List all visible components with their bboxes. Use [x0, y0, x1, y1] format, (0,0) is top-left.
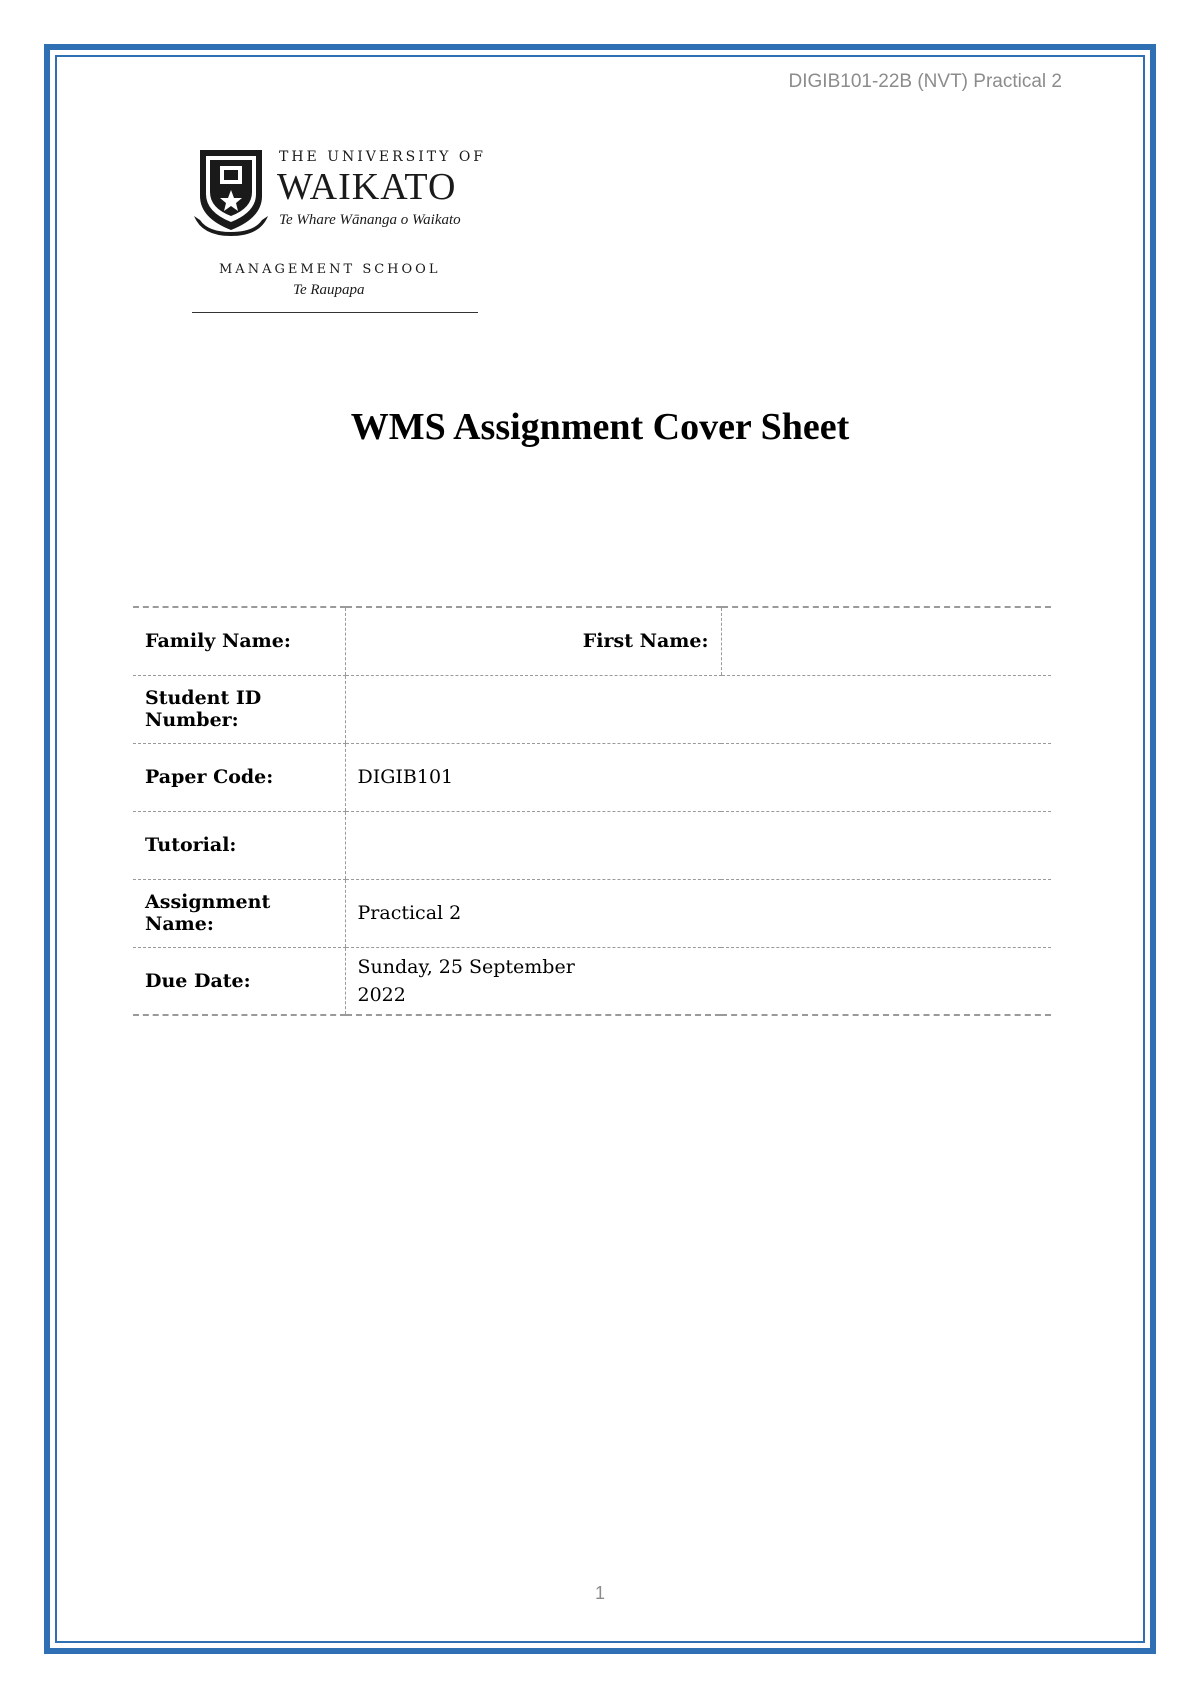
logo-line-management-school: MANAGEMENT SCHOOL: [219, 262, 441, 277]
logo-underline: [192, 312, 478, 313]
first-name-value: [721, 607, 1051, 675]
assignment-name-value: Practical 2: [345, 879, 1051, 947]
student-id-value: [345, 675, 1051, 743]
assignment-name-label: Assignment Name:: [133, 879, 345, 947]
logo-line-te-raupapa: Te Raupapa: [293, 282, 365, 298]
due-date-label: Due Date:: [133, 947, 345, 1015]
due-date-cell: [345, 947, 1051, 1015]
table-row-family-name: [133, 607, 1051, 675]
table-row-assignment-name: [133, 879, 1051, 947]
page-title: WMS Assignment Cover Sheet: [350, 406, 850, 448]
table-row-due-date: [133, 947, 1051, 1015]
table-row-tutorial: [133, 811, 1051, 879]
paper-code-value: DIGIB101: [345, 743, 1051, 811]
page-header: DIGIB101-22B (NVT) Practical 2: [788, 71, 1062, 92]
student-id-label: Student ID Number:: [133, 675, 345, 743]
tutorial-label: Tutorial:: [133, 811, 345, 879]
page-number: 1: [594, 1583, 605, 1603]
family-name-label: Family Name:: [133, 607, 345, 675]
university-crest-icon: [192, 146, 270, 238]
logo-line-university-of: THE UNIVERSITY OF: [279, 149, 487, 165]
first-name-label: First Name:: [345, 607, 721, 675]
university-logo: [192, 146, 487, 316]
due-date-value: Sunday, 25 September 2022: [357, 955, 575, 1006]
table-row-paper-code: [133, 743, 1051, 811]
table-row-student-id: [133, 675, 1051, 743]
cover-sheet-table: [133, 606, 1051, 1016]
logo-line-maori-name: Te Whare Wānanga o Waikato: [279, 212, 461, 228]
paper-code-label: Paper Code:: [133, 743, 345, 811]
tutorial-value: [345, 811, 1051, 879]
logo-line-waikato: WAIKATO: [277, 166, 457, 208]
